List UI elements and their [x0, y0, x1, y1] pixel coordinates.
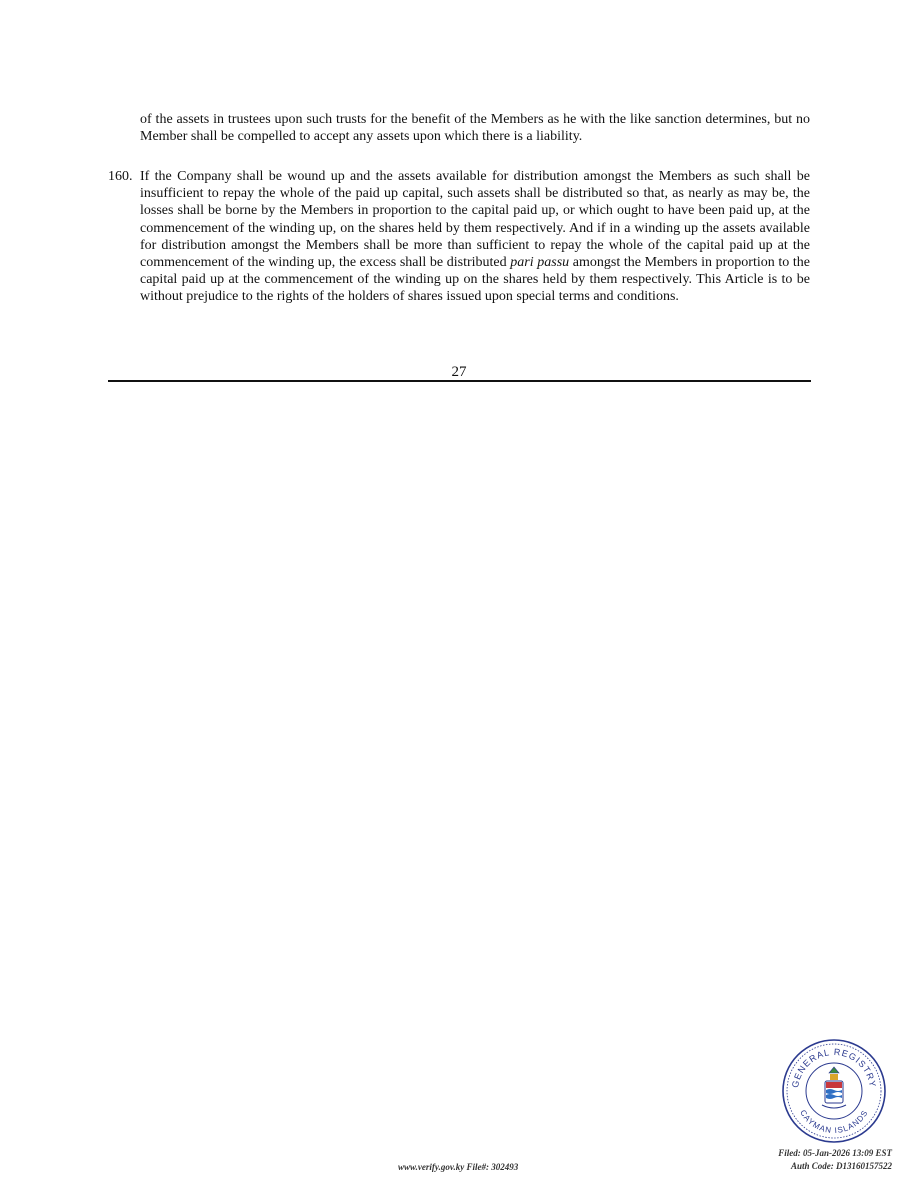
verify-line: www.verify.gov.ky File#: 302493: [398, 1162, 519, 1172]
article-text-italic: pari passu: [510, 255, 570, 271]
svg-text:CAYMAN ISLANDS: CAYMAN ISLANDS: [798, 1108, 870, 1136]
auth-code: Auth Code: D13160157522: [790, 1161, 892, 1171]
article-number: 160.: [108, 169, 133, 184]
page-number: 27: [451, 364, 467, 380]
continued-paragraph: of the assets in trustees upon such trusts for the benefit of the Members as he with the like sanction determines, but no Member shall be compelled to accept any assets upon which there is a liability.: [140, 112, 810, 145]
svg-text:GENERAL REGISTRY: GENERAL REGISTRY: [790, 1046, 878, 1089]
article-160: [108, 168, 811, 306]
article-text-part-2: amongst the Members in proportion to the capital paid up at the commencement of the winding up on the shares held by them respectively. This Article is to be without prejudice to the rights of the holders of shares issued upon special terms and conditions.: [140, 255, 811, 305]
footer-rule: [108, 380, 811, 382]
filed-date: Filed: 05-Jan-2026 13:09 EST: [778, 1148, 892, 1158]
general-registry-seal: [780, 1037, 888, 1145]
filing-info: [778, 1147, 892, 1173]
coat-of-arms-icon: [822, 1067, 846, 1108]
article-text-part-1: If the Company shall be wound up and the assets available for distribution amongst the Members as such shall be insufficient to repay the whole of the paid up capital, such assets shall be distributed so that, as nearly as may be, the losses shall be borne by the Members in proportion to the capital paid up, or which ought to have been paid up, at the commencement of the winding up, on the shares held by them respectively. And if in a winding up the assets available for distribution amongst the Members shall be more than sufficient to repay the whole of the capital paid up at the commencement of the winding up, the excess shall be distributed: [140, 169, 810, 271]
